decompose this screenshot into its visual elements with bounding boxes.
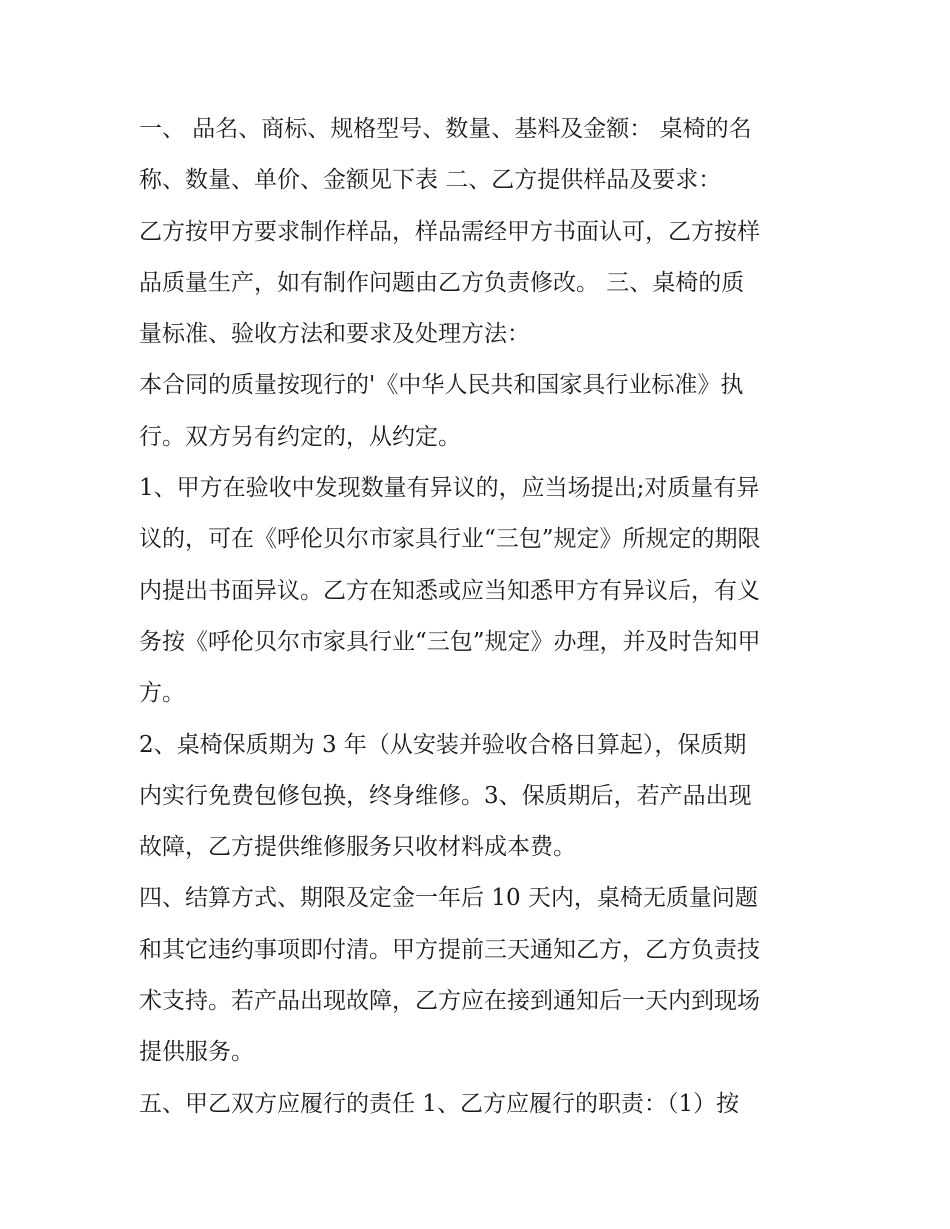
text-line-06: 本合同的质量按现行的'《中华人民共和国家具行业标准》执 — [139, 372, 744, 399]
text-line-07: 行。双方另有约定的，从约定。 — [139, 423, 461, 450]
text-line-17: 和其它违约事项即付清。甲方提前三天通知乙方，乙方负责技 — [139, 936, 760, 963]
text-line-13: 2、桌椅保质期为 3 年（从安装并验收合格日算起），保质期 — [139, 731, 747, 758]
text-line-15: 故障，乙方提供维修服务只收材料成本费。 — [139, 834, 576, 861]
text-line-08: 1、甲方在验收中发现数量有异议的，应当场提出;对质量有异 — [139, 475, 760, 502]
text-line-01: 一、 品名、商标、规格型号、数量、基料及金额： 桌椅的名 — [139, 116, 752, 142]
text-line-03: 乙方按甲方要求制作样品，样品需经甲方书面认可，乙方按样 — [139, 218, 760, 245]
text-line-14: 内实行免费包修包换，终身维修。3、保质期后，若产品出现 — [139, 782, 752, 809]
contract-text-body — [139, 104, 819, 1130]
text-line-05: 量标准、验收方法和要求及处理方法： — [139, 321, 530, 348]
text-line-19: 提供服务。 — [139, 1039, 254, 1066]
text-line-11: 务按《呼伦贝尔市家具行业“三包”规定》办理，并及时告知甲 — [139, 628, 761, 655]
text-line-10: 内提出书面异议。乙方在知悉或应当知悉甲方有异议后，有义 — [139, 577, 760, 604]
text-line-09: 议的，可在《呼伦贝尔市家具行业“三包”规定》所规定的期限 — [139, 526, 761, 553]
text-line-16: 四、结算方式、期限及定金一年后 10 天内，桌椅无质量问题 — [139, 885, 758, 912]
text-line-02: 称、数量、单价、金额见下表 二、乙方提供样品及要求： — [139, 167, 722, 194]
text-line-12: 方。 — [139, 680, 185, 707]
text-line-04: 品质量生产，如有制作问题由乙方负责修改。 三、桌椅的质 — [139, 269, 745, 296]
text-line-18: 术支持。若产品出现故障，乙方应在接到通知后一天内到现场 — [139, 988, 760, 1015]
text-line-20: 五、甲乙双方应履行的责任 1、乙方应履行的职责：（1）按 — [139, 1090, 740, 1117]
